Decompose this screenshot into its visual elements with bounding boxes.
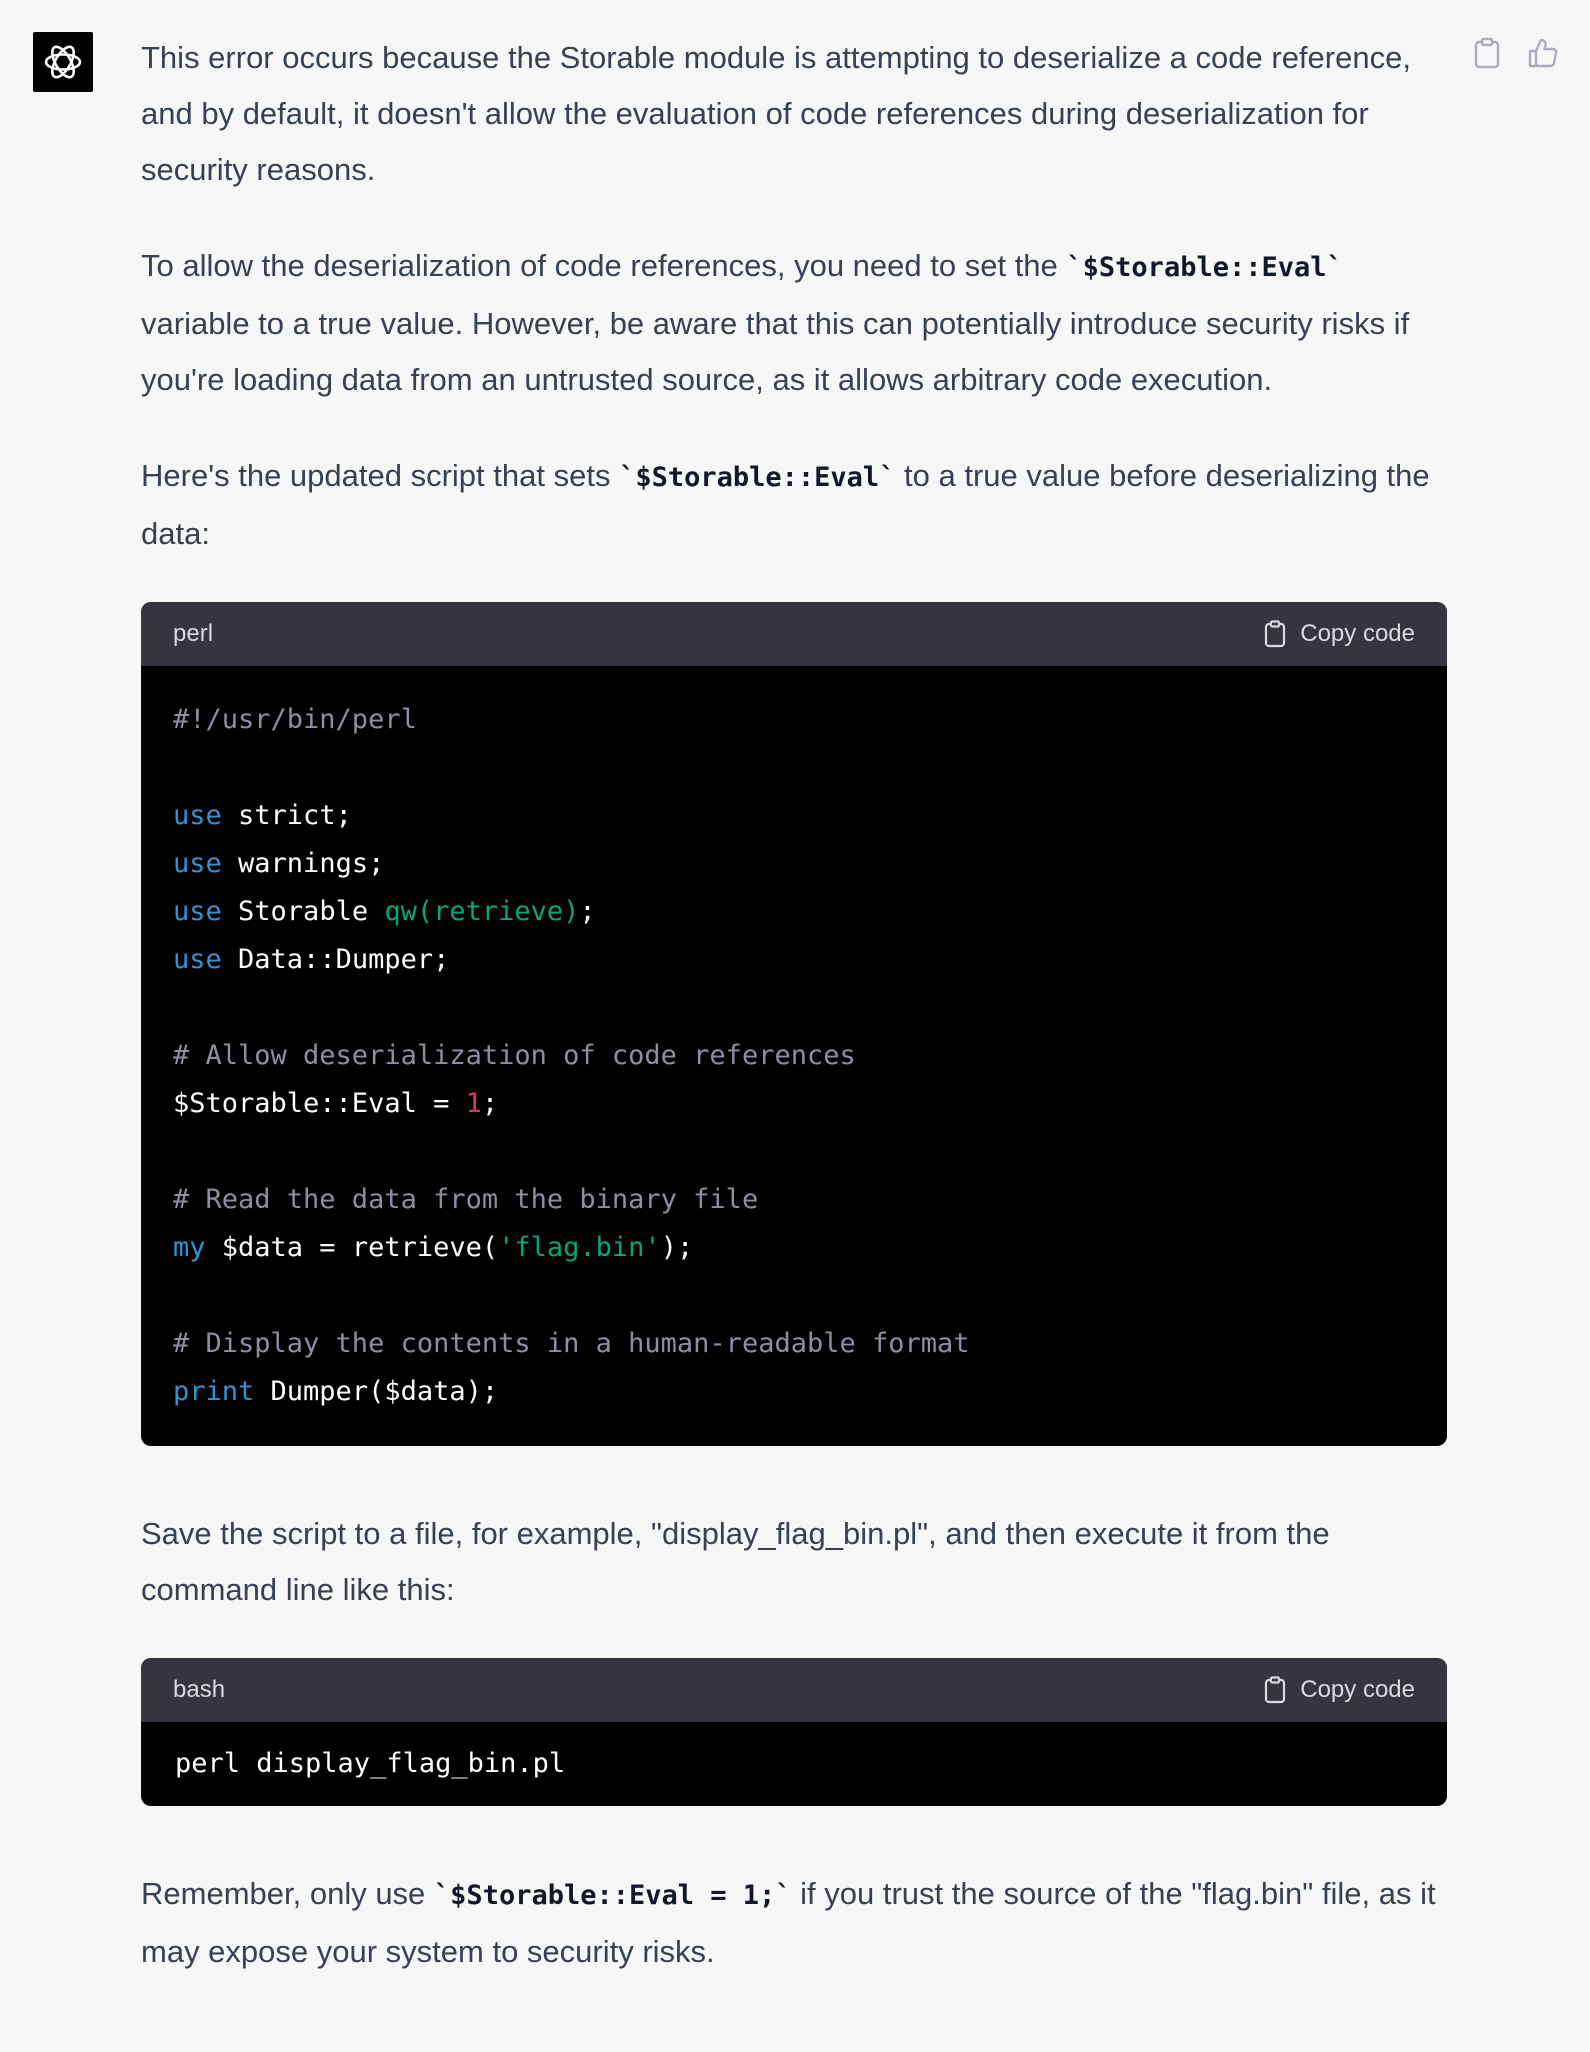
code-block-header [141, 602, 1447, 666]
paragraph-text: Here's the updated script that sets [141, 458, 620, 493]
code-block-header [141, 1658, 1447, 1722]
paragraph-text: To allow the deserialization of code references, you need to set the [141, 248, 1067, 283]
code-keyword: print [173, 1376, 255, 1407]
code-text: ; [481, 1088, 499, 1119]
code-text: warnings; [221, 848, 385, 879]
paragraph-text: This error occurs because the Storable module is attempting to deserialize a code reference, and by default, it doesn't allow the evaluation of code references during deserialization for security reasons. [141, 40, 1411, 187]
copy-code-button[interactable] [1264, 1676, 1415, 1704]
paragraph-text: Save the script to a file, for example, "display_flag_bin.pl", and then execute it from the command line like this: [141, 1516, 1330, 1607]
copy-code-label: Copy code [1300, 620, 1415, 647]
paragraph-security-warning [141, 1866, 1447, 1980]
code-comment: #!/usr/bin/perl [173, 704, 417, 735]
paragraph-save-instructions [141, 1506, 1447, 1618]
code-text: Storable [221, 896, 385, 927]
paragraph-updated-script-intro [141, 448, 1447, 562]
paragraph-text: if you trust the source of the "flag.bin" file, as it may expose your system to security risks. [141, 1876, 1436, 1969]
openai-logo-icon [41, 40, 85, 84]
paragraph-text: Remember, only use [141, 1876, 434, 1911]
inline-code: `$Storable::Eval` [1066, 252, 1343, 283]
code-number: 1 [465, 1088, 482, 1119]
code-text: $Storable::Eval = [173, 1088, 466, 1119]
code-text: Dumper($data); [254, 1376, 499, 1407]
thumbs-up-icon [1527, 37, 1559, 69]
clipboard-icon [1264, 620, 1286, 648]
paragraph-error-explanation [141, 30, 1447, 198]
code-block-perl [141, 602, 1447, 1446]
code-string: qw(retrieve) [384, 896, 580, 927]
code-comment: # Read the data from the binary file [173, 1184, 759, 1215]
code-keyword: use [173, 944, 222, 975]
paragraph-eval-explanation [141, 238, 1447, 408]
code-string: 'flag.bin' [498, 1232, 661, 1263]
code-text: strict; [221, 800, 352, 831]
paragraph-text: to a true value before deserializing the data: [141, 458, 1430, 551]
assistant-avatar [33, 32, 93, 92]
inline-code: `$Storable::Eval` [619, 462, 896, 493]
code-keyword: use [173, 896, 222, 927]
inline-code: `$Storable::Eval = 1;` [433, 1880, 792, 1911]
paragraph-text: variable to a true value. However, be aware that this can potentially introduce security risks if you're loading data from an untrusted source, as it allows arbitrary code execution. [141, 306, 1410, 397]
clipboard-icon [1264, 1676, 1286, 1704]
code-comment: # Display the contents in a human-readable format [173, 1328, 970, 1359]
thumbs-up-button[interactable] [1526, 36, 1560, 70]
clipboard-icon [1474, 37, 1500, 69]
code-keyword: use [173, 800, 222, 831]
copy-message-button[interactable] [1470, 36, 1504, 70]
code-keyword: use [173, 848, 222, 879]
code-text: ; [579, 896, 596, 927]
code-language-label: perl [173, 620, 214, 647]
code-text: ); [660, 1232, 694, 1263]
code-block-bash [141, 1658, 1447, 1806]
code-content [141, 666, 1447, 1446]
code-text: Data::Dumper; [221, 944, 450, 975]
code-text: $data = retrieve( [205, 1232, 499, 1263]
code-language-label: bash [173, 1676, 226, 1703]
copy-code-button[interactable] [1264, 620, 1415, 648]
assistant-message [141, 30, 1447, 2020]
code-comment: # Allow deserialization of code references [173, 1040, 856, 1071]
code-content: perl display_flag_bin.pl [175, 1748, 566, 1779]
code-keyword: my [173, 1232, 206, 1263]
copy-code-label: Copy code [1300, 1676, 1415, 1703]
message-actions [1470, 36, 1560, 70]
